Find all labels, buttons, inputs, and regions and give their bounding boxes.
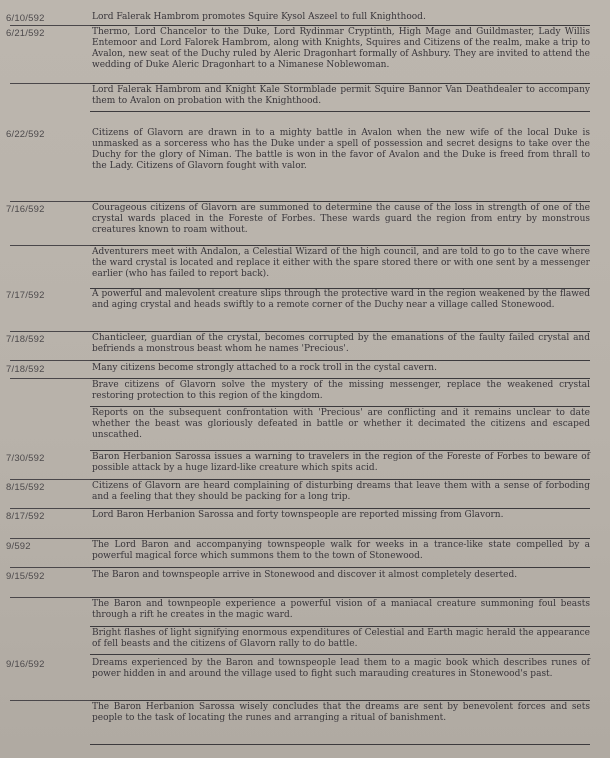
date-rule [10,331,90,332]
entry-date: 7/18/592 [6,364,45,375]
entry-text: Many citizens become strongly attached to a rock troll in the cystal cavern. [90,363,590,379]
entry-text: Bright flashes of light signifying enormous expenditures of Celestial and Earth magic herald the appearance of fell beasts and the citizens of Glavorn rally to do battle. [90,628,590,655]
entry-date: 7/16/592 [6,204,45,215]
entry-text: Thermo, Lord Chancelor to the Duke, Lord Rydinmar Cryptinth, High Mage and Guildmaster, Lady Willis Entemoor and Lord Falorek Hambrom, along with Knights, Squires and Citizens of the realm, make a trip to Avalon, new seat of the Duchy ruled by Aleric Dragonhart formally of Ashbury. They are invited to attend the wedding of Duke Aleric Dragonhart to a Nimanese Noblewoman. [90,27,590,84]
date-rule [10,245,90,246]
entry-date: 6/10/592 [6,13,45,24]
entry-text: Chanticleer, guardian of the crystal, becomes corrupted by the emanations of the faulty failed crystal and befriends a monstrous beast whom he names 'Precious'. [90,333,590,361]
entry-text: The Baron Herbanion Sarossa wisely concludes that the dreams are sent by benevolent forces and sets people to the task of locating the runes and arranging a ritual of banishment. [90,702,590,745]
entry-text: Lord Falerak Hambrom promotes Squire Kysol Aszeel to full Knighthood. [90,12,590,26]
date-rule [10,479,90,480]
entry-date: 6/21/592 [6,28,45,39]
date-rule [10,538,90,539]
entry-text: Brave citizens of Glavorn solve the mystery of the missing messenger, replace the weakened crystal restoring protection to this region of the kingdom. [90,380,590,407]
entry-text: Citizens of Glavorn are drawn in to a mighty battle in Avalon when the new wife of the local Duke is unmasked as a sorceress who has the Duke under a spell of possession and secret designs to take over the Duchy for the glory of Niman. The battle is won in the favor of Avalon and the Duke is freed from thrall to the Lady. Citizens of Glavorn fought with valor. [90,128,590,202]
entry-text: Lord Baron Herbanion Sarossa and forty townspeople are reported missing from Glavorn. [90,510,590,539]
entry-text: Reports on the subsequent confrontation with 'Precious' are conflicting and it remains unclear to date whether the beast was gloriously defeated in battle or whether it decimated the citizens and escaped unscathed. [90,408,590,451]
entry-text: The Baron and townpeople experience a powerful vision of a maniacal creature summoning foul beasts through a rift he creates in the magic ward. [90,599,590,627]
entry-date: 9/15/592 [6,571,45,582]
entry-date: 7/30/592 [6,453,45,464]
entry-text: Adventurers meet with Andalon, a Celestial Wizard of the high council, and are told to go to the cave where the ward crystal is located and replace it either with the spare stored there or with one sent by a messenger earlier (who has failed to report back). [90,247,590,289]
date-rule [10,83,90,84]
date-rule [10,567,90,568]
entry-text: Courageous citizens of Glavorn are summoned to determine the cause of the loss in strength of one of the crystal wards placed in the Foreste of Forbes. These wards guard the region from entry by monstrous creatures known to roam without. [90,203,590,246]
entry-text: The Baron and townspeople arrive in Stonewood and discover it almost completely deserted. [90,570,590,598]
entry-text: A powerful and malevolent creature slips through the protective ward in the region weakened by the flawed and aging crystal and heads swiftly to a remote corner of the Duchy near a village called Stonewood. [90,289,590,332]
entry-text: Citizens of Glavorn are heard complaining of disturbing dreams that leave them with a sense of forboding and a feeling that they should be packing for a long trip. [90,481,590,509]
date-rule [10,360,90,361]
date-rule [10,597,90,598]
entry-date: 7/17/592 [6,290,45,301]
date-rule [10,378,90,379]
entry-date: 6/22/592 [6,129,45,140]
entry-date: 9/16/592 [6,659,45,670]
date-rule [10,700,90,701]
entry-text: Baron Herbanion Sarossa issues a warning to travelers in the region of the Foreste of Forbes to beware of possible attack by a huge lizard-like creature which spits acid. [90,452,590,480]
entry-text: Lord Falerak Hambrom and Knight Kale Stormblade permit Squire Bannor Van Deathdealer to accompany them to Avalon on probation with the Knighthood. [90,85,590,112]
date-rule [10,25,90,26]
date-rule [10,508,90,509]
entry-date: 8/17/592 [6,511,45,522]
entry-date: 8/15/592 [6,482,45,493]
date-rule [10,201,90,202]
entry-date: 9/592 [6,541,31,552]
entry-text: The Lord Baron and accompanying townspeople walk for weeks in a trance-like state compelled by a powerful magical force which summons them to the town of Stonewood. [90,540,590,568]
entry-text: Dreams experienced by the Baron and townspeople lead them to a magic book which describes runes of power hidden in and around the village used to fight such marauding creatures in Stonewood's past. [90,658,590,701]
entry-date: 7/18/592 [6,334,45,345]
